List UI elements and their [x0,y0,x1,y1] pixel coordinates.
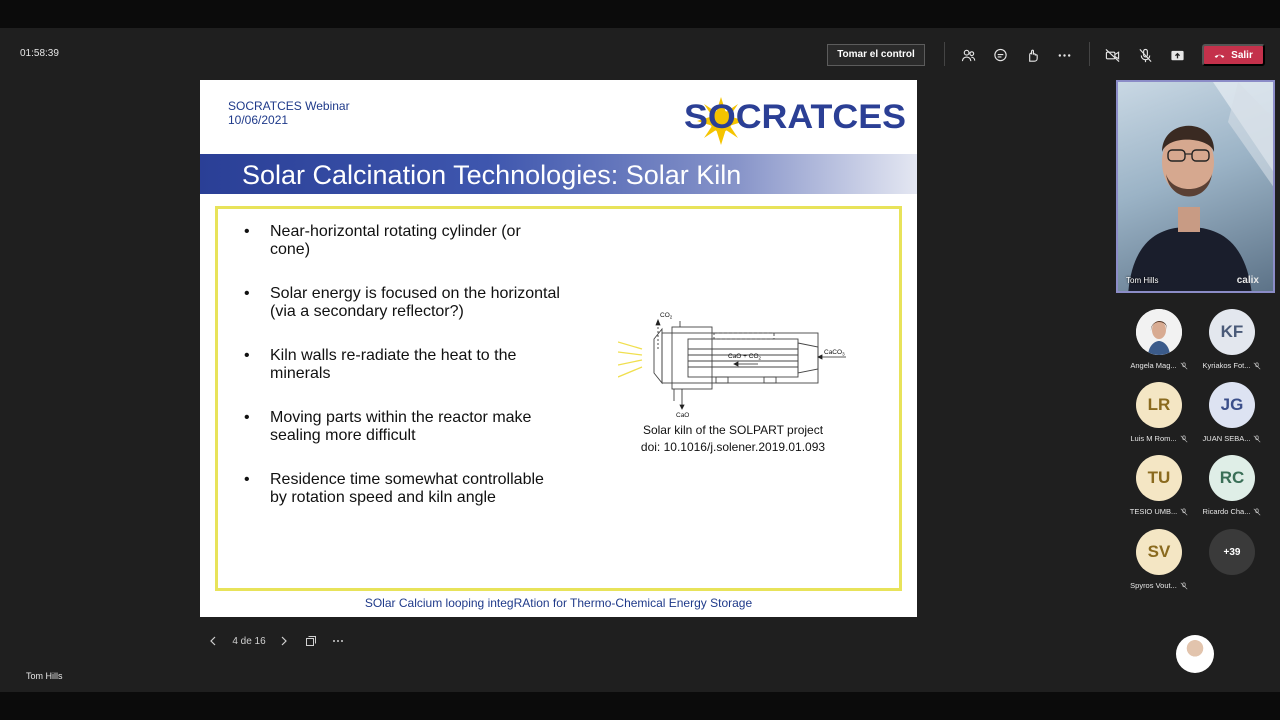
slide-content-frame [215,206,902,591]
svg-text:CaO + CO2: CaO + $CO_2$ [728,353,762,361]
calix-watermark: calix [1236,275,1259,286]
solar-kiln-diagram [618,297,858,417]
webinar-date: 10/06/2021 [228,113,289,127]
bullet-item: • Kiln walls re-radiate the heat to the minerals [240,347,560,383]
avatar: RC [1209,455,1255,501]
participant-tile[interactable] [1197,382,1267,443]
grid-view-icon [305,635,317,647]
phone-hangup-icon [1214,50,1225,61]
top-strip [0,0,1280,28]
share-icon[interactable] [1166,44,1188,66]
slide-footer: SOlar Calcium looping integRAtion for Thermo-Chemical Energy Storage [364,596,753,610]
avatar: TU [1136,455,1182,501]
take-control-button[interactable]: Tomar el control [827,44,925,66]
participant-tile[interactable] [1124,529,1194,590]
participant-name: TESIO UMB... [1129,507,1178,516]
figure-caption [613,422,853,456]
more-icon [332,635,344,647]
avatar: JG [1209,382,1255,428]
slide-title-bar [200,154,917,194]
mic-off-icon [1253,362,1261,370]
bullet-list [240,223,560,533]
avatar [1136,309,1182,355]
participant-name: Ricardo Cha... [1202,507,1251,516]
caption-doi: doi: 10.1016/j.solener.2019.01.093 [640,440,826,454]
participant-tile[interactable] [1197,455,1267,516]
slide-title: Solar Calcination Technologies: Solar Kiln [242,160,742,190]
presenter-name: Tom Hills [26,671,63,681]
mic-off-icon [1180,362,1188,370]
toolbar-divider [1089,42,1090,66]
avatar: LR [1136,382,1182,428]
self-avatar[interactable] [1176,635,1214,673]
next-slide-button[interactable] [276,633,292,649]
sun-rays [618,342,642,377]
svg-text:SOCRATCES: SOCRATCES [684,98,906,136]
webinar-title: SOCRATCES Webinar [228,99,350,113]
svg-text:CaCO3: CaCO$_3$ [824,349,845,357]
participant-photo [1136,309,1182,355]
bullet-item: • Solar energy is focused on the horizontal (via a secondary reflector?) [240,285,560,321]
participant-tile[interactable] [1124,382,1194,443]
avatar: KF [1209,309,1255,355]
participant-tile[interactable] [1197,309,1267,370]
more-participants-button[interactable] [1197,529,1267,575]
leave-label: Salir [1231,49,1253,61]
svg-text:CaO: CaO [676,412,690,417]
bottom-strip [0,692,1280,720]
participant-name: Luis M Rom... [1130,434,1177,443]
participant-tile[interactable] [1124,455,1194,516]
presentation-slide [200,80,917,617]
slide-header [228,99,350,127]
bullet-item: • Moving parts within the reactor make sealing more difficult [240,409,560,445]
mic-off-icon [1253,435,1261,443]
video-participant-name: Tom Hills [1126,276,1159,285]
socratces-logo [684,92,910,150]
chat-icon[interactable] [989,44,1011,66]
participants-panel [1110,80,1280,692]
avatar: SV [1136,529,1182,575]
participant-name: Spyros Vout... [1130,581,1177,590]
chevron-right-icon [278,635,290,647]
bullet-item: • Near-horizontal rotating cylinder (or cone) [240,223,560,259]
toolbar-divider [944,42,945,66]
participant-name: Angela Mag... [1130,361,1177,370]
caption-title: Solar kiln of the SOLPART project [642,423,824,437]
chevron-left-icon [207,635,219,647]
participant-tile[interactable] [1124,309,1194,370]
mic-off-icon [1180,435,1188,443]
more-icon[interactable] [1053,44,1075,66]
people-icon[interactable] [957,44,979,66]
reactions-icon[interactable] [1021,44,1043,66]
participant-name: Kyriakos Fot... [1202,361,1251,370]
leave-button[interactable] [1202,44,1265,66]
meeting-toolbar [0,28,1280,80]
mic-off-icon [1180,582,1188,590]
kiln-body [654,321,818,401]
slide-grid-button[interactable] [303,633,319,649]
slide-more-button[interactable] [330,633,346,649]
meeting-timer: 01:58:39 [20,48,59,59]
camera-off-icon[interactable] [1101,44,1123,66]
bullet-item: • Residence time somewhat controllable by rotation speed and kiln angle [240,471,560,507]
participant-video[interactable] [1116,80,1275,293]
mic-off-icon [1253,508,1261,516]
more-participants-count: +39 [1209,529,1255,575]
prev-slide-button[interactable] [205,633,221,649]
mic-off-icon [1180,508,1188,516]
svg-text:CO2: $CO_2$ [660,312,673,320]
participant-name: JUAN SEBA... [1202,434,1251,443]
shared-content-stage [0,80,1110,692]
page-indicator: 4 de 16 [232,635,266,647]
presenter-video-frame [1118,82,1275,293]
mic-off-icon[interactable] [1134,44,1156,66]
